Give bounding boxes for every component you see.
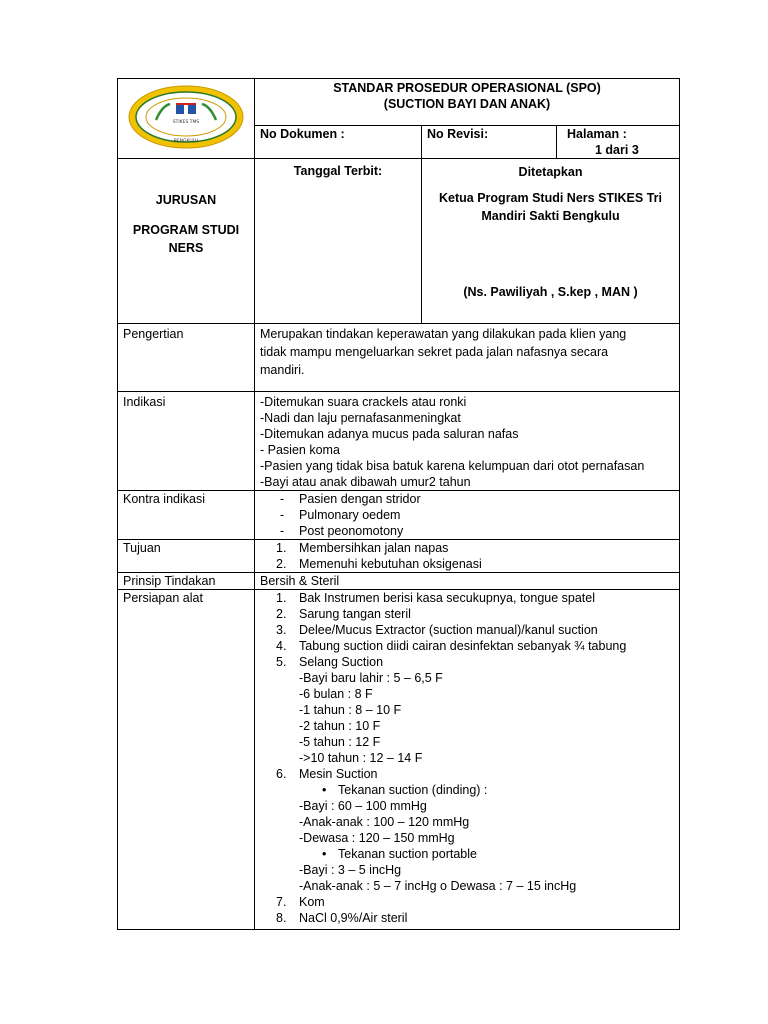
ditetapkan-label: Ditetapkan bbox=[518, 165, 583, 179]
persiapan-item bbox=[260, 654, 674, 670]
persiapan-item bbox=[260, 622, 674, 638]
kontra-item-text: Pulmonary oedem bbox=[299, 508, 401, 522]
tujuan-content bbox=[255, 540, 680, 573]
pengertian-content bbox=[255, 324, 680, 392]
document-title bbox=[255, 79, 680, 126]
logo-cell bbox=[118, 79, 255, 159]
persiapan-item-text: Bak Instrumen berisi kasa secukupnya, tongue spatel bbox=[299, 591, 596, 605]
tujuan-label-cell bbox=[118, 540, 255, 573]
tujuan-item-text: Membersihkan jalan napas bbox=[299, 541, 449, 555]
persiapan-content bbox=[255, 590, 680, 930]
item-number: 1. bbox=[276, 541, 287, 555]
item-number: 8. bbox=[276, 911, 287, 925]
selang-size: -Bayi baru lahir : 5 – 6,5 F bbox=[299, 671, 443, 685]
title-line-2: (SUCTION BAYI DAN ANAK) bbox=[383, 97, 551, 111]
indikasi-item: -Pasien yang tidak bisa batuk karena kelumpuan dari otot pernafasan bbox=[260, 459, 645, 473]
portable-pressure: -Anak-anak : 5 – 7 incHg o Dewasa : 7 – 15 incHg bbox=[299, 879, 577, 893]
no-dokumen-cell bbox=[255, 126, 422, 159]
tanggal-terbit-cell bbox=[255, 159, 422, 324]
item-number: 2. bbox=[276, 607, 287, 621]
item-number: 1. bbox=[276, 591, 287, 605]
dash-marker: - bbox=[280, 508, 285, 522]
logo-bottom-text: BENGKULU bbox=[173, 138, 199, 144]
selang-size: -5 tahun : 12 F bbox=[299, 735, 381, 749]
dash-marker: - bbox=[280, 524, 285, 538]
indikasi-item: -Nadi dan laju pernafasanmeningkat bbox=[260, 411, 461, 425]
item-number: 6. bbox=[276, 767, 287, 781]
persiapan-label: Persiapan alat bbox=[123, 591, 203, 605]
kontra-label: Kontra indikasi bbox=[123, 492, 205, 506]
indikasi-content bbox=[255, 392, 680, 491]
kontra-content bbox=[255, 491, 680, 540]
kontra-item bbox=[260, 491, 674, 507]
kontra-item-text: Post peonomotony bbox=[299, 524, 404, 538]
persiapan-item bbox=[260, 606, 674, 622]
item-number: 7. bbox=[276, 895, 287, 909]
program-line-1: PROGRAM STUDI bbox=[132, 223, 240, 237]
prinsip-value: Bersih & Steril bbox=[260, 574, 340, 588]
title-line-1: STANDAR PROSEDUR OPERASIONAL (SPO) bbox=[333, 81, 601, 95]
tujuan-item bbox=[260, 556, 674, 572]
ditetapkan-cell bbox=[422, 159, 680, 324]
halaman-value: 1 dari 3 bbox=[595, 143, 639, 157]
prinsip-content bbox=[255, 573, 680, 590]
spo-document bbox=[117, 78, 679, 930]
pengertian-label-cell bbox=[118, 324, 255, 392]
pengertian-line-1: Merupakan tindakan keperawatan yang dilakukan pada klien yang bbox=[260, 327, 627, 341]
persiapan-label-cell bbox=[118, 590, 255, 930]
dinding-pressure: -Bayi : 60 – 100 mmHg bbox=[299, 799, 427, 813]
no-dokumen-label: No Dokumen : bbox=[260, 127, 345, 141]
dash-marker: - bbox=[280, 492, 285, 506]
persiapan-item-text: Mesin Suction bbox=[299, 767, 378, 781]
prinsip-label: Prinsip Tindakan bbox=[123, 574, 216, 588]
no-revisi-label: No Revisi: bbox=[427, 127, 489, 141]
prinsip-label-cell bbox=[118, 573, 255, 590]
indikasi-item: - Pasien koma bbox=[260, 443, 340, 457]
pengertian-line-2: tidak mampu mengeluarkan sekret pada jalan nafasnya secara bbox=[260, 345, 609, 359]
selang-size: ->10 tahun : 12 – 14 F bbox=[299, 751, 423, 765]
bullet-marker: • bbox=[322, 783, 327, 797]
item-number: 3. bbox=[276, 623, 287, 637]
jurusan-label: JURUSAN bbox=[155, 193, 217, 207]
selang-size: -6 bulan : 8 F bbox=[299, 687, 373, 701]
tujuan-item bbox=[260, 540, 674, 556]
ketua-line-1: Ketua Program Studi Ners STIKES Tri bbox=[439, 191, 662, 205]
persiapan-item-text: Tabung suction diidi cairan desinfektan sebanyak ¾ tabung bbox=[299, 639, 627, 653]
indikasi-label-cell bbox=[118, 392, 255, 491]
kontra-item-text: Pasien dengan stridor bbox=[299, 492, 421, 506]
dept-cell bbox=[118, 159, 255, 324]
halaman-cell bbox=[557, 126, 680, 159]
indikasi-item: -Ditemukan suara crackels atau ronki bbox=[260, 395, 467, 409]
stikes-logo bbox=[126, 84, 246, 150]
tekanan-dinding-text: Tekanan suction (dinding) : bbox=[338, 783, 488, 797]
portable-pressure: -Bayi : 3 – 5 incHg bbox=[299, 863, 402, 877]
item-number: 5. bbox=[276, 655, 287, 669]
spo-table bbox=[117, 78, 680, 930]
signatory-name: (Ns. Pawiliyah , S.kep , MAN ) bbox=[463, 285, 638, 299]
dinding-pressure: -Anak-anak : 100 – 120 mmHg bbox=[299, 815, 470, 829]
pengertian-line-3: mandiri. bbox=[260, 363, 305, 377]
halaman-label: Halaman : bbox=[567, 127, 627, 141]
item-number: 2. bbox=[276, 557, 287, 571]
logo-center-text: STIKES TMS bbox=[172, 119, 200, 125]
indikasi-item: -Ditemukan adanya mucus pada saluran nafas bbox=[260, 427, 519, 441]
tekanan-portable-text: Tekanan suction portable bbox=[338, 847, 477, 861]
persiapan-item bbox=[260, 638, 674, 654]
ketua-line-2: Mandiri Sakti Bengkulu bbox=[481, 209, 620, 223]
tekanan-dinding bbox=[260, 782, 674, 798]
persiapan-item bbox=[260, 910, 674, 926]
persiapan-item-text: Kom bbox=[299, 895, 325, 909]
persiapan-item-text: Selang Suction bbox=[299, 655, 384, 669]
program-line-2: NERS bbox=[168, 241, 204, 255]
bullet-marker: • bbox=[322, 847, 327, 861]
dinding-pressure: -Dewasa : 120 – 150 mmHg bbox=[299, 831, 455, 845]
tujuan-label: Tujuan bbox=[123, 541, 161, 555]
tekanan-portable bbox=[260, 846, 674, 862]
kontra-item bbox=[260, 507, 674, 523]
pengertian-label: Pengertian bbox=[123, 327, 184, 341]
persiapan-item bbox=[260, 766, 674, 782]
indikasi-item: -Bayi atau anak dibawah umur2 tahun bbox=[260, 475, 471, 489]
persiapan-item-text: Sarung tangan steril bbox=[299, 607, 411, 621]
selang-size: -1 tahun : 8 – 10 F bbox=[299, 703, 402, 717]
persiapan-item bbox=[260, 894, 674, 910]
no-revisi-cell bbox=[422, 126, 557, 159]
kontra-label-cell bbox=[118, 491, 255, 540]
selang-size: -2 tahun : 10 F bbox=[299, 719, 381, 733]
persiapan-item-text: Delee/Mucus Extractor (suction manual)/kanul suction bbox=[299, 623, 598, 637]
tanggal-terbit-label: Tanggal Terbit: bbox=[293, 164, 383, 178]
persiapan-item-text: NaCl 0,9%/Air steril bbox=[299, 911, 408, 925]
tujuan-item-text: Memenuhi kebutuhan oksigenasi bbox=[299, 557, 482, 571]
persiapan-item bbox=[260, 590, 674, 606]
kontra-item bbox=[260, 523, 674, 539]
indikasi-label: Indikasi bbox=[123, 395, 166, 409]
item-number: 4. bbox=[276, 639, 287, 653]
